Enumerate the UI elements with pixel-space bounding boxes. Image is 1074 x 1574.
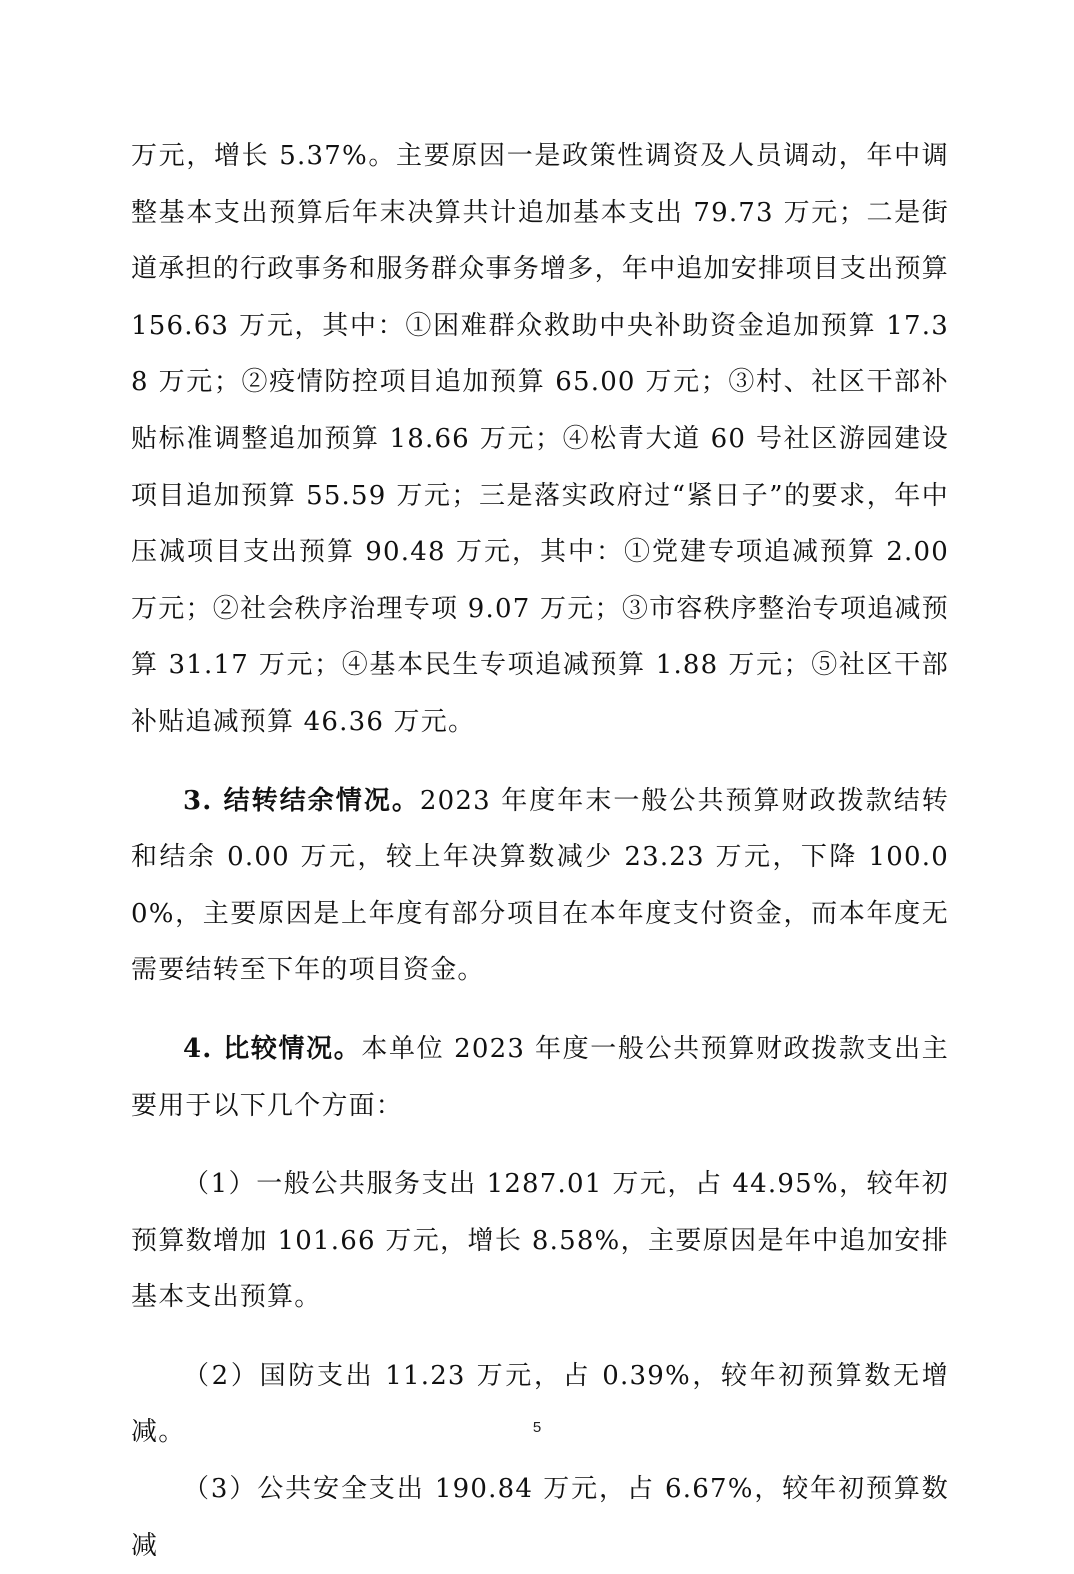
list-item-general-public-services: （1）一般公共服务支出 1287.01 万元，占 44.95%，较年初预算数增加 101.66 万元，增长 8.58%，主要原因是年中追加安排基本支出预算。 [131,1169,949,1313]
page-number: 5 [532,1419,542,1436]
section-heading-carryover: 3. 结转结余情况。 [183,785,420,816]
body-text [131,128,949,1574]
paragraph-carryover [131,773,949,999]
paragraph-comparison [131,1021,949,1134]
paragraph-carryover-body: 2023 年度年末一般公共预算财政拨款结转和结余 0.00 万元，较上年决算数减少 23.23 万元，下降 100.00%，主要原因是上年度有部分项目在本年度支付资金，而本年度无需要结转至下年的项目资金。 [131,785,949,986]
section-heading-comparison: 4. 比较情况。 [183,1033,362,1064]
list-item-national-defense: （2）国防支出 11.23 万元，占 0.39%，较年初预算数无增减。 [131,1360,949,1448]
paragraph-comparison-body: 本单位 2023 年度一般公共预算财政拨款支出主要用于以下几个方面： [131,1033,950,1121]
list-item-public-security: （3）公共安全支出 190.84 万元，占 6.67%，较年初预算数减 [131,1474,949,1561]
paragraph-adjustment-reasons: 万元，增长 5.37%。主要原因一是政策性调资及人员调动，年中调整基本支出预算后年末决算共计追加基本支出 79.73 万元；二是街道承担的行政事务和服务群众事务增多，年中追加安排项目支出预算 156.63 万元，其中：①困难群众救助中央补助资金追加预算 17.38 万元；②疫情防控项目追加预算 65.00 万元；③村、社区干部补贴标准调整追加预算 18.66 万元；④松青大道 60 号社区游园建设项目追加预算 55.59 万元；三是落实政府过“紧日子”的要求，年中压减项目支出预算 90.48 万元，其中：①党建专项追减预算 2.00 万元；②社会秩序治理专项 9.07 万元；③市容秩序整治专项追减预算 31.17 万元；④基本民生专项追减预算 1.88 万元；⑤社区干部补贴追减预算 46.36 万元。 [131,141,949,737]
